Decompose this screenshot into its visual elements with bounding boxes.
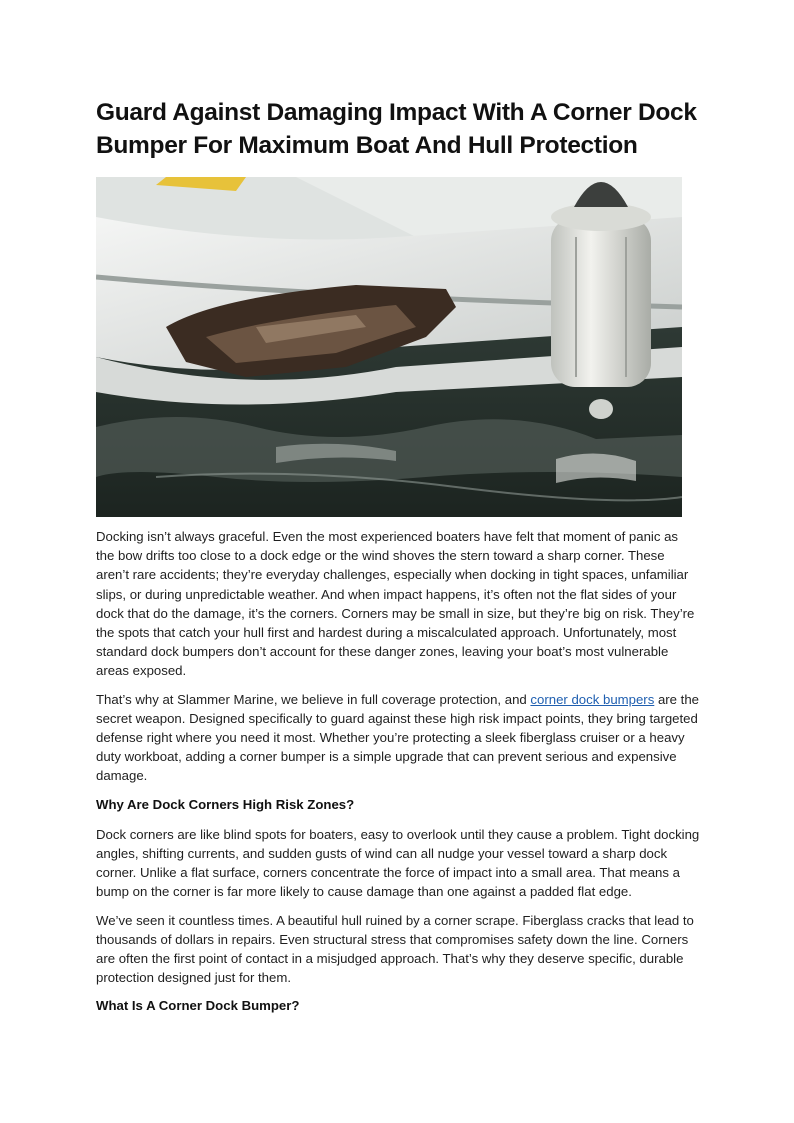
- heading-corner-dock-bumper: What Is A Corner Dock Bumper?: [96, 998, 300, 1014]
- paragraph-slammer-intro: That’s why at Slammer Marine, we believe in full coverage protection, and: [96, 691, 531, 707]
- paragraph-blind-spots: Dock corners are like blind spots for boaters, easy to overlook until they cause a problem. Tight docking angles, shifting currents, and sudden gusts of wind can all nudge your vessel toward a sharp dock corner. Unlike a flat surface, corners concentrate the force of impact into a small area. That means a bump on the corner is far more likely to cause damage than one against a padded flat edge.: [96, 826, 700, 900]
- article-body: [96, 527, 700, 1027]
- damaged-boat-hull-photo: [96, 177, 682, 517]
- heading-high-risk-zones: Why Are Dock Corners High Risk Zones?: [96, 796, 355, 812]
- paragraph-docking: Docking isn’t always graceful. Even the most experienced boaters have felt that moment of panic as the bow drifts too close to a dock edge or the wind shoves the stern toward a sharp corner. These aren’t rare accidents; they’re everyday challenges, especially when docking in tight spaces, unfamiliar slips, or during unpredictable weather. And when impact happens, it’s often not the flat sides of your dock that do the damage, it’s the corners. Corners may be small in size, but they’re big on risk. They’re the spots that catch your hull first and hardest during a miscalculated approach. Unfortunately, most standard dock bumpers don’t account for these danger zones, leaving your boat’s most vulnerable areas exposed.: [96, 529, 695, 679]
- corner-dock-bumpers-link[interactable]: corner dock bumpers: [530, 691, 655, 707]
- paragraph-countless-times: We’ve seen it countless times. A beautiful hull ruined by a corner scrape. Fiberglass cracks that lead to thousands of dollars in repairs. Even structural stress that compromises safety down the line. Corners are often the first point of contact in a misjudged approach. That’s why they deserve specific, durable protection designed just for them.: [96, 912, 694, 986]
- page-title: Guard Against Damaging Impact With A Corner Dock Bumper For Maximum Boat And Hull Protection: [96, 99, 697, 159]
- paragraph-slammer-rest: are the secret weapon. Designed specifically to guard against these high risk impact points, they bring targeted defense right where you need it most. Whether you’re protecting a sleek fiberglass cruiser or a heavy duty workboat, adding a corner bumper is a simple upgrade that can prevent serious and expensive damage.: [96, 691, 700, 784]
- paragraph-slammer: [96, 690, 700, 786]
